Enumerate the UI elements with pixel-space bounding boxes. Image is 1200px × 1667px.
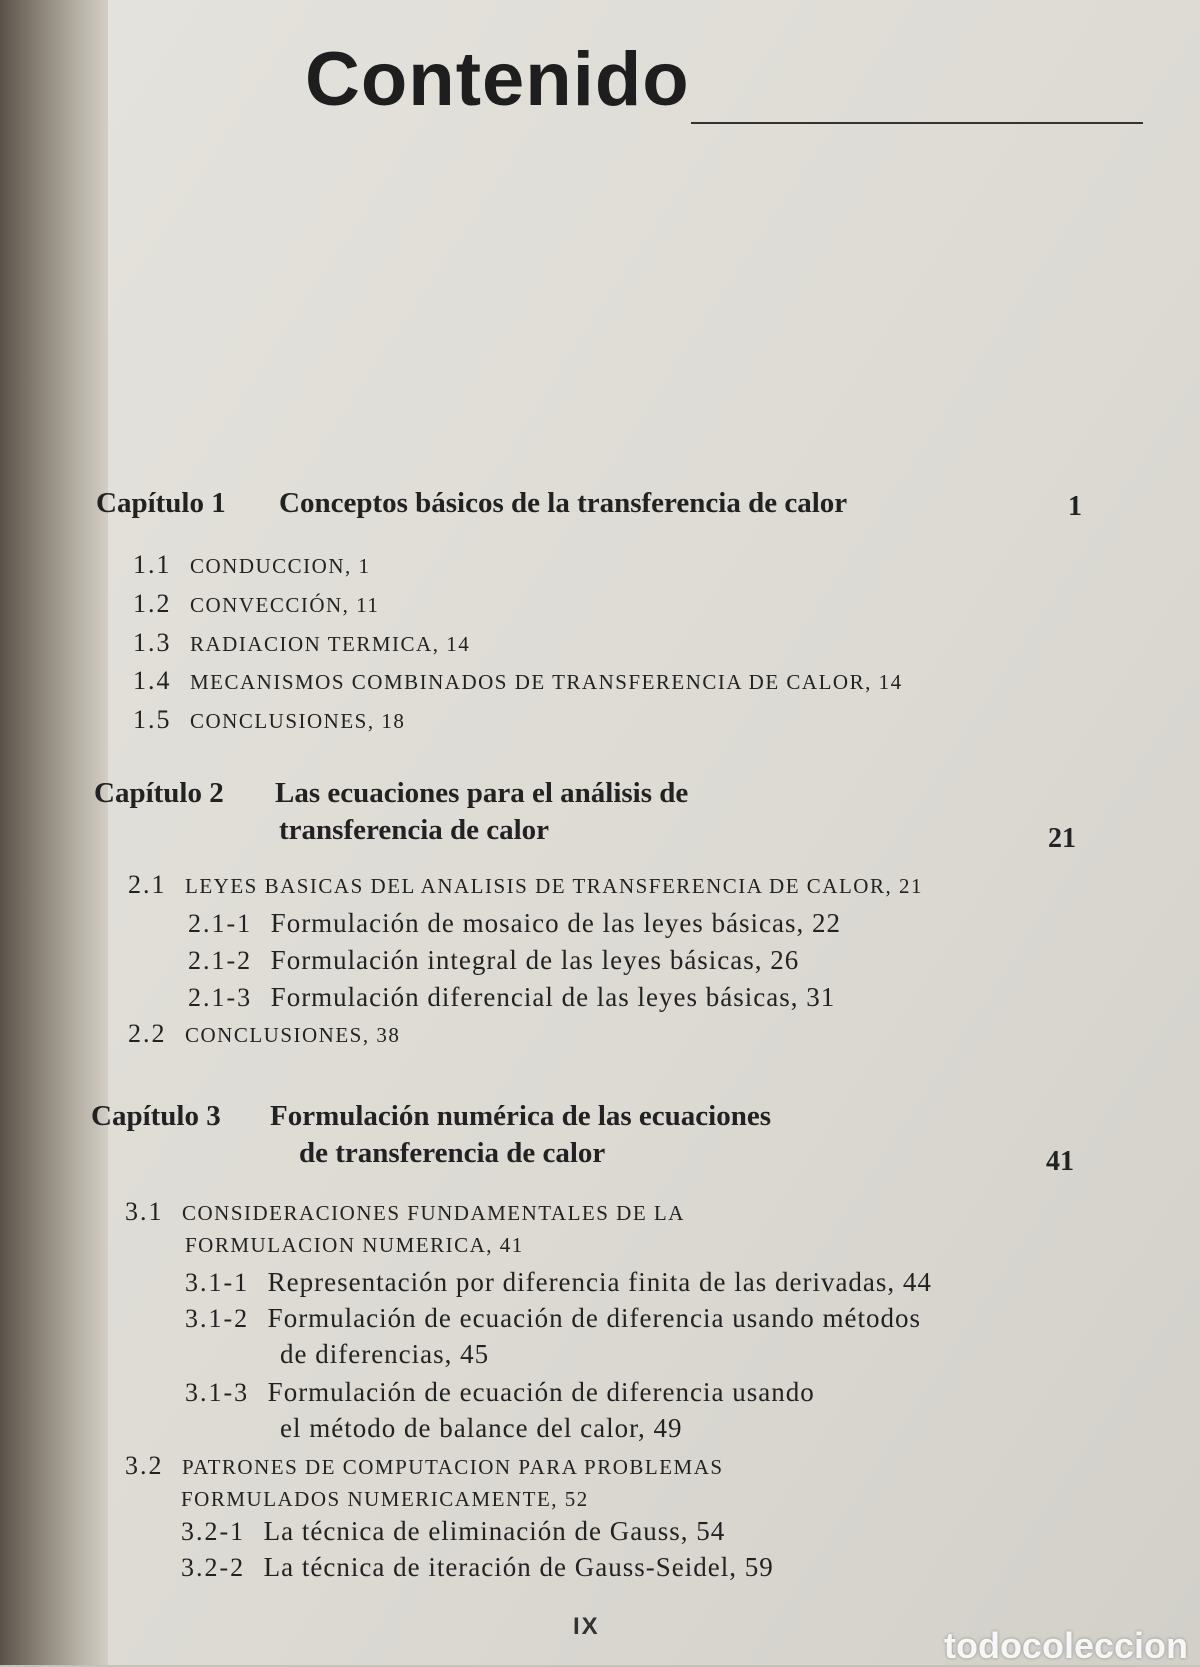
page-folio: IX xyxy=(573,1613,600,1640)
toc-entry-3-2 xyxy=(125,1450,724,1483)
section-number: 1.5 xyxy=(133,705,172,734)
toc-entry-1-1 xyxy=(133,549,371,582)
section-number: 3.1 xyxy=(125,1197,164,1226)
section-number: 2.1-3 xyxy=(188,983,253,1012)
toc-entry-3-1-cont xyxy=(185,1228,524,1261)
toc-entry-2-2 xyxy=(128,1018,400,1051)
toc-entry-1-5 xyxy=(133,704,405,737)
section-number: 3.2-2 xyxy=(181,1553,246,1582)
section-number: 1.4 xyxy=(133,666,172,695)
section-number: 2.1-1 xyxy=(188,909,253,938)
title-rule xyxy=(691,122,1143,124)
section-number: 3.2-1 xyxy=(181,1517,246,1546)
section-title: CONCLUSIONES, 18 xyxy=(190,709,406,733)
toc-entry-3-1-1 xyxy=(185,1266,932,1299)
section-title: Representación por diferencia finita de las derivadas, 44 xyxy=(267,1267,932,1297)
chapter-page-number: 21 xyxy=(1048,823,1076,854)
section-title-line-1: Formulación de ecuación de diferencia usando métodos xyxy=(267,1303,921,1333)
section-number: 2.2 xyxy=(128,1019,167,1048)
section-number: 1.1 xyxy=(133,550,172,579)
toc-entry-1-2 xyxy=(133,588,379,621)
book-spine-shadow xyxy=(0,0,108,1665)
section-title: La técnica de iteración de Gauss-Seidel, 59 xyxy=(263,1552,774,1582)
toc-entry-2-1 xyxy=(128,869,923,902)
toc-entry-2-1-2 xyxy=(188,944,799,977)
toc-entry-3-1-2-cont xyxy=(280,1338,489,1371)
section-title-line-1: PATRONES DE COMPUTACION PARA PROBLEMAS xyxy=(182,1455,724,1479)
section-title: Formulación diferencial de las leyes básicas, 31 xyxy=(270,982,836,1012)
section-title: Formulación integral de las leyes básicas, 26 xyxy=(270,945,800,975)
chapter-page-number: 1 xyxy=(1068,491,1082,522)
toc-entry-3-2-1 xyxy=(181,1515,725,1548)
section-title-line-2: FORMULACION NUMERICA, 41 xyxy=(185,1233,524,1257)
chapter-label: Capítulo 2 xyxy=(94,777,224,809)
section-title: La técnica de eliminación de Gauss, 54 xyxy=(263,1516,726,1546)
chapter-title: Conceptos básicos de la transferencia de calor xyxy=(279,487,848,519)
section-title: CONDUCCION, 1 xyxy=(190,554,371,578)
section-number: 3.1-3 xyxy=(185,1378,250,1407)
chapter-title-line-2: de transferencia de calor xyxy=(299,1137,606,1169)
section-title: CONVECCIÓN, 11 xyxy=(190,593,380,617)
section-title-line-1: CONSIDERACIONES FUNDAMENTALES DE LA xyxy=(182,1201,685,1225)
section-title: CONCLUSIONES, 38 xyxy=(185,1023,401,1047)
book-page xyxy=(91,0,1200,1665)
section-number: 1.3 xyxy=(133,628,172,657)
toc-entry-2-1-1 xyxy=(188,907,841,940)
toc-entry-2-1-3 xyxy=(188,981,835,1014)
chapter-page-number: 41 xyxy=(1046,1146,1074,1177)
chapter-title-line-1: Formulación numérica de las ecuaciones xyxy=(270,1100,772,1132)
watermark: todocoleccion xyxy=(943,1625,1188,1666)
toc-entry-3-1-2 xyxy=(185,1302,921,1335)
toc-entry-3-2-cont xyxy=(181,1482,589,1515)
section-title: RADIACION TERMICA, 14 xyxy=(190,632,471,656)
section-number: 2.1 xyxy=(128,870,167,899)
section-title-line-2: de diferencias, 45 xyxy=(280,1339,490,1369)
page-title: Contenido xyxy=(305,37,690,122)
section-title-line-2: FORMULADOS NUMERICAMENTE, 52 xyxy=(181,1487,589,1511)
toc-entry-1-3 xyxy=(133,627,470,660)
section-number: 1.2 xyxy=(133,589,172,618)
section-title-line-1: Formulación de ecuación de diferencia usando xyxy=(267,1377,815,1407)
chapter-title-line-1: Las ecuaciones para el análisis de xyxy=(275,777,689,809)
section-title: LEYES BASICAS DEL ANALISIS DE TRANSFERENCIA DE CALOR, 21 xyxy=(185,874,923,898)
toc-entry-3-1-3-cont xyxy=(280,1412,683,1445)
toc-entry-3-1 xyxy=(125,1196,685,1229)
section-number: 3.1-1 xyxy=(185,1268,250,1297)
section-title: Formulación de mosaico de las leyes básicas, 22 xyxy=(270,908,842,938)
section-title-line-2: el método de balance del calor, 49 xyxy=(280,1413,683,1443)
chapter-label: Capítulo 3 xyxy=(91,1100,221,1132)
chapter-label: Capítulo 1 xyxy=(96,487,226,519)
section-number: 3.2 xyxy=(125,1451,164,1480)
toc-entry-3-1-3 xyxy=(185,1376,815,1409)
chapter-title-line-2: transferencia de calor xyxy=(279,814,550,846)
section-number: 2.1-2 xyxy=(188,946,253,975)
toc-entry-1-4 xyxy=(133,665,903,698)
toc-entry-3-2-2 xyxy=(181,1551,774,1584)
section-title: MECANISMOS COMBINADOS DE TRANSFERENCIA DE CALOR, 14 xyxy=(190,670,903,694)
section-number: 3.1-2 xyxy=(185,1304,250,1333)
